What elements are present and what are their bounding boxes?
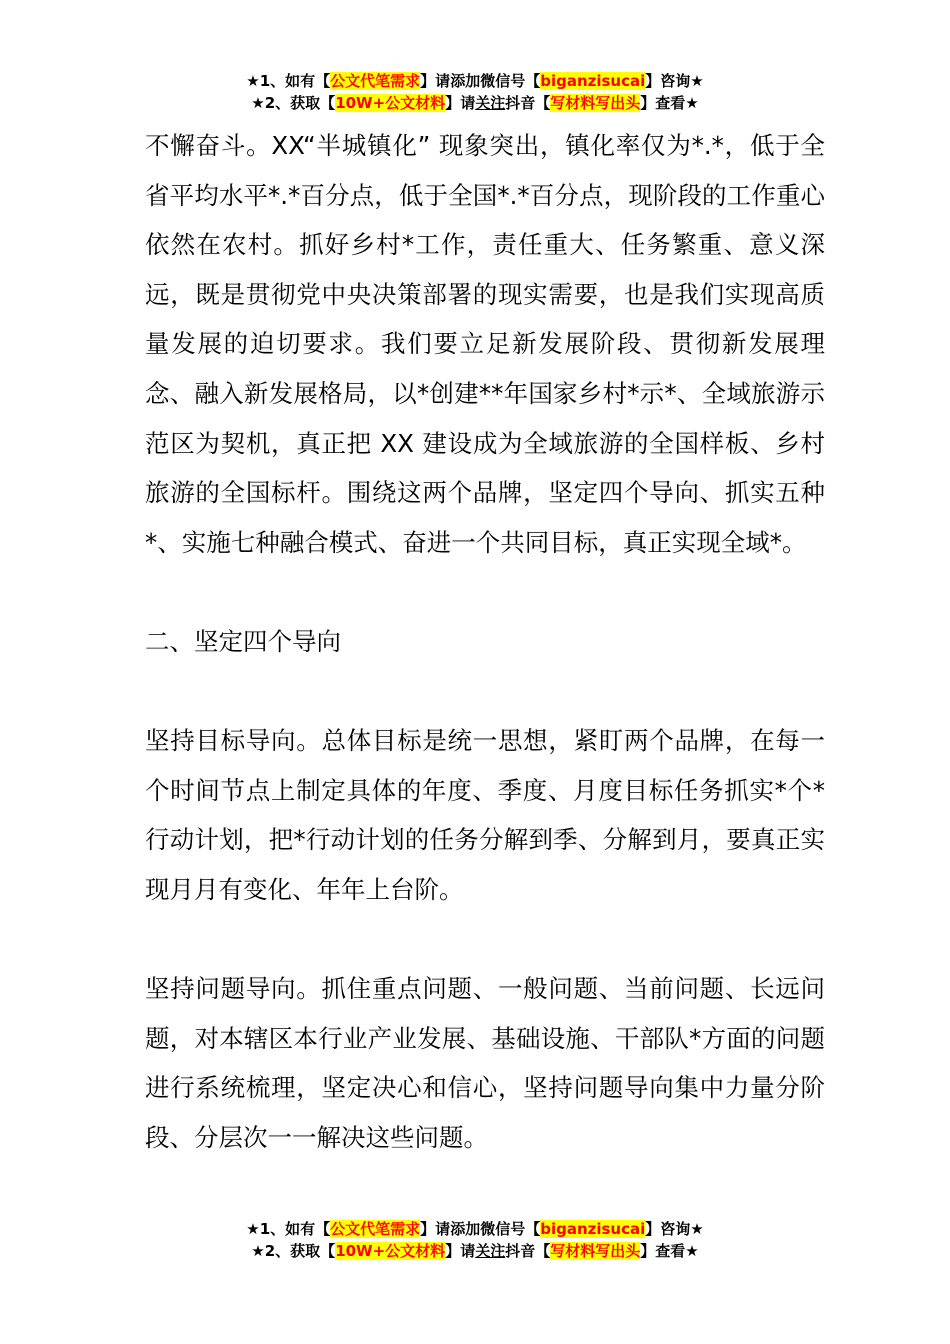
header-promo-banner <box>0 70 950 114</box>
wechat-id: biganzisucai <box>540 72 646 90</box>
paragraph-gap <box>145 567 825 617</box>
douyin-account: 写材料写出头 <box>550 1242 641 1260</box>
section-heading: 二、坚定四个导向 <box>145 626 341 656</box>
paragraph-goal-orientation: 坚持目标导向。总体目标是统一思想，紧盯两个品牌，在每一个时间节点上制定具体的年度、季度、月度目标任务抓实*个*行动计划，把*行动计划的任务分解到季、分解到月，要真正实现月月有变化、年年上台阶。 <box>145 726 825 904</box>
promo-line-1: ★1、如有【公文代笔需求】请添加微信号【biganzisucai】咨询★ <box>246 1220 704 1238</box>
douyin-account: 写材料写出头 <box>550 94 641 112</box>
paragraph-gap <box>145 667 825 717</box>
promo-highlight: 公文代笔需求 <box>330 1220 421 1238</box>
document-body <box>145 121 825 1162</box>
promo-line-2: ★2、获取【10W+公文材料】请关注抖音【写材料写出头】查看★ <box>251 94 699 112</box>
wechat-id: biganzisucai <box>540 1220 646 1238</box>
paragraph-gap <box>145 915 825 965</box>
promo-line-1: ★1、如有【公文代笔需求】请添加微信号【biganzisucai】咨询★ <box>246 72 704 90</box>
paragraph-intro: 不懈奋斗。XX“半城镇化” 现象突出，镇化率仅为*.*，低于全省平均水平*.*百分点，低于全国*.*百分点，现阶段的工作重心依然在农村。抓好乡村*工作，责任重大、任务繁重、意义深远，既是贯彻党中央决策部署的现实需要，也是我们实现高质量发展的迫切要求。我们要立足新发展阶段、贯彻新发展理念、融入新发展格局，以*创建**年国家乡村*示*、全域旅游示范区为契机，真正把 XX 建设成为全域旅游的全国样板、乡村旅游的全国标杆。围绕这两个品牌，坚定四个导向、抓实五种*、实施七种融合模式、奋进一个共同目标，真正实现全域*。 <box>145 131 825 557</box>
paragraph-problem-orientation: 坚持问题导向。抓住重点问题、一般问题、当前问题、长远问题，对本辖区本行业产业发展、基础设施、干部队*方面的问题进行系统梳理，坚定决心和信心，坚持问题导向集中力量分阶段、分层次一一解决这些问题。 <box>145 974 825 1152</box>
promo-highlight: 10W+公文材料 <box>335 94 446 112</box>
promo-line-2: ★2、获取【10W+公文材料】请关注抖音【写材料写出头】查看★ <box>251 1242 699 1260</box>
footer-promo-banner <box>0 1218 950 1262</box>
promo-highlight: 公文代笔需求 <box>330 72 421 90</box>
promo-highlight: 10W+公文材料 <box>335 1242 446 1260</box>
